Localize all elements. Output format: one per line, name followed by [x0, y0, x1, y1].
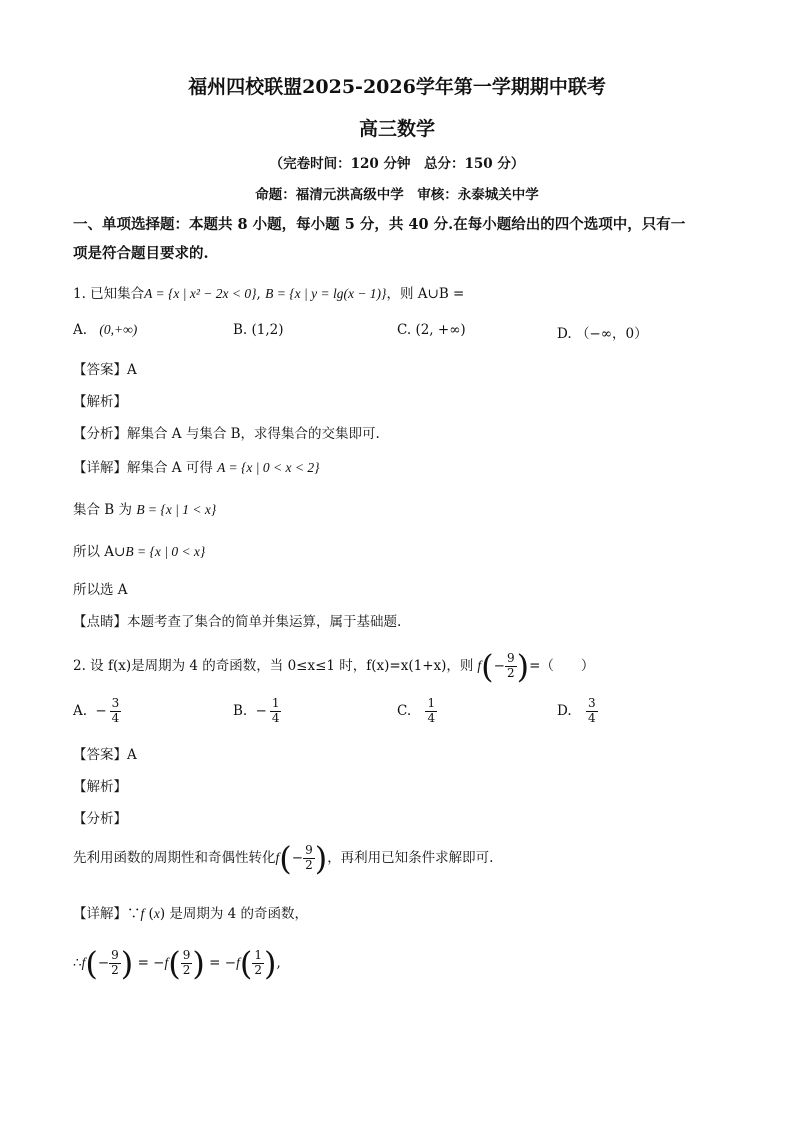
option-text: (1,2): [251, 322, 284, 338]
q2-fenxi-tag: 【分析】: [73, 811, 127, 827]
method-prefix: 先利用函数的周期性和奇偶性转化: [73, 850, 276, 866]
subject-title: 高三数学: [358, 118, 435, 140]
q2-method: 先利用函数的周期性和奇偶性转化f(− $\frac{9}{2}$ )，再利用已知条件求解即可.: [73, 839, 494, 878]
exam-info: （完卷时间：120 分钟 总分：150 分）: [269, 156, 525, 172]
option-text: （−∞，0）: [575, 326, 648, 342]
q2-detail: 【详解】∵f (x) 是周期为 4 的奇函数，: [73, 906, 309, 922]
q1-union-symbol: ∪: [427, 286, 439, 302]
method-fraction: $\frac{9}{2}$: [305, 843, 313, 872]
q1-tail: ，则 A: [386, 286, 428, 302]
q2-stem: 2. 设 f(x)是周期为 4 的奇函数，当 0≤x≤1 时，f(x)=x(1+x)，则 f(− $\frac{9}{2}$ )=（ ）: [73, 647, 595, 686]
option-label: B.: [233, 702, 248, 719]
option-fraction: $\frac{3}{4}$: [111, 696, 120, 725]
method-suffix: ，再利用已知条件求解即可.: [327, 850, 494, 866]
detail-prefix: 【详解】∵: [73, 906, 141, 922]
q1-option-c[interactable]: [397, 322, 466, 338]
option-label: C.: [397, 322, 412, 338]
option-fraction: $\frac{1}{4}$: [271, 696, 280, 725]
q1-set-b-line: [73, 498, 216, 518]
q1-answer: 【答案】A: [73, 362, 137, 378]
option-label: B.: [233, 322, 248, 338]
q2-option-a[interactable]: [73, 697, 121, 726]
q2-stem-text: 2. 设 f(x)是周期为 4 的奇函数，当 0≤x≤1 时，f(x)=x(1+x)，则: [73, 658, 474, 674]
option-label: D.: [557, 702, 572, 719]
derivation-fraction-2: $\frac{9}{2}$: [182, 948, 191, 977]
detail-prefix: 【详解】解集合 A 可得: [73, 460, 213, 476]
option-label: A.: [73, 702, 88, 719]
q2-derivation: ∴f(− $\frac{9}{2}$ ) = −f( $\frac{9}{2}$ ) = −f( $\frac{1}{2}$ ),: [73, 944, 281, 983]
q2-analysis-tag: 【解析】: [73, 779, 127, 795]
q2-option-d[interactable]: [557, 697, 598, 726]
option-label: C.: [397, 702, 412, 719]
therefore-symbol: ∴: [73, 955, 82, 971]
q1-comment: 【点睛】本题考查了集合的简单并集运算，属于基础题.: [73, 614, 402, 630]
section-heading-line1: 一、单项选择题：本题共 8 小题，每小题 5 分，共 40 分.在每小题给出的四个选项中，只有一: [73, 216, 686, 233]
detail-suffix: 是周期为 4 的奇函数，: [169, 906, 309, 922]
q1-detail: [73, 456, 319, 476]
q2-option-c[interactable]: [397, 697, 437, 726]
q1-fenxi: 【分析】解集合 A 与集合 B，求得集合的交集即可.: [73, 426, 380, 442]
so-prefix: 所以 A: [73, 544, 115, 560]
option-fraction: $\frac{3}{4}$: [587, 696, 596, 725]
union-symbol: ∪: [114, 544, 126, 560]
q1-choose: 所以选 A: [73, 582, 128, 598]
q1-tail2: B =: [438, 286, 465, 302]
q1-analysis-tag: 【解析】: [73, 394, 127, 410]
exam-authors: 命题：福清元洪高级中学 审核：永泰城关中学: [255, 187, 539, 203]
q1-union-line: [73, 540, 205, 560]
detail-set: A = {x | 0 < x < 2}: [217, 460, 320, 475]
q1-number: 1. 已知集合: [73, 286, 145, 302]
so-expr: B = {x | 0 < x}: [125, 544, 206, 559]
option-label: D.: [557, 326, 572, 342]
q1-stem: 1. 已知集合A = {x | x² − 2x < 0}, B = {x | y = lg(x − 1)}，则 A∪B =: [73, 286, 465, 302]
q2-blank: =（ ）: [529, 658, 595, 674]
setb-expr: B = {x | 1 < x}: [136, 502, 217, 517]
q1-option-b[interactable]: [233, 322, 284, 338]
q2-option-b[interactable]: [233, 697, 281, 726]
section-heading-line2: 项是符合题目要求的.: [73, 245, 209, 262]
derivation-fraction-3: $\frac{1}{2}$: [254, 948, 262, 977]
q2-answer: 【答案】A: [73, 747, 137, 763]
page-title: 福州四校联盟2025-2026学年第一学期期中联考: [188, 76, 606, 98]
derivation-fraction-1: $\frac{9}{2}$: [111, 948, 119, 977]
q1-option-d[interactable]: [557, 322, 648, 342]
q1-set-a: A = {x | x² − 2x < 0}: [144, 286, 257, 301]
option-fraction: $\frac{1}{4}$: [427, 696, 436, 725]
q1-option-a[interactable]: [73, 322, 137, 338]
option-text: (0,+∞): [99, 322, 138, 337]
option-sign: −: [255, 702, 267, 719]
setb-prefix: 集合 B 为: [73, 502, 133, 518]
option-label: A.: [73, 322, 88, 338]
option-sign: −: [95, 702, 107, 719]
q1-set-b: B = {x | y = lg(x − 1)}: [265, 286, 387, 301]
option-text: (2, +∞): [415, 322, 466, 338]
q2-fraction: $\frac{9}{2}$: [506, 651, 515, 680]
